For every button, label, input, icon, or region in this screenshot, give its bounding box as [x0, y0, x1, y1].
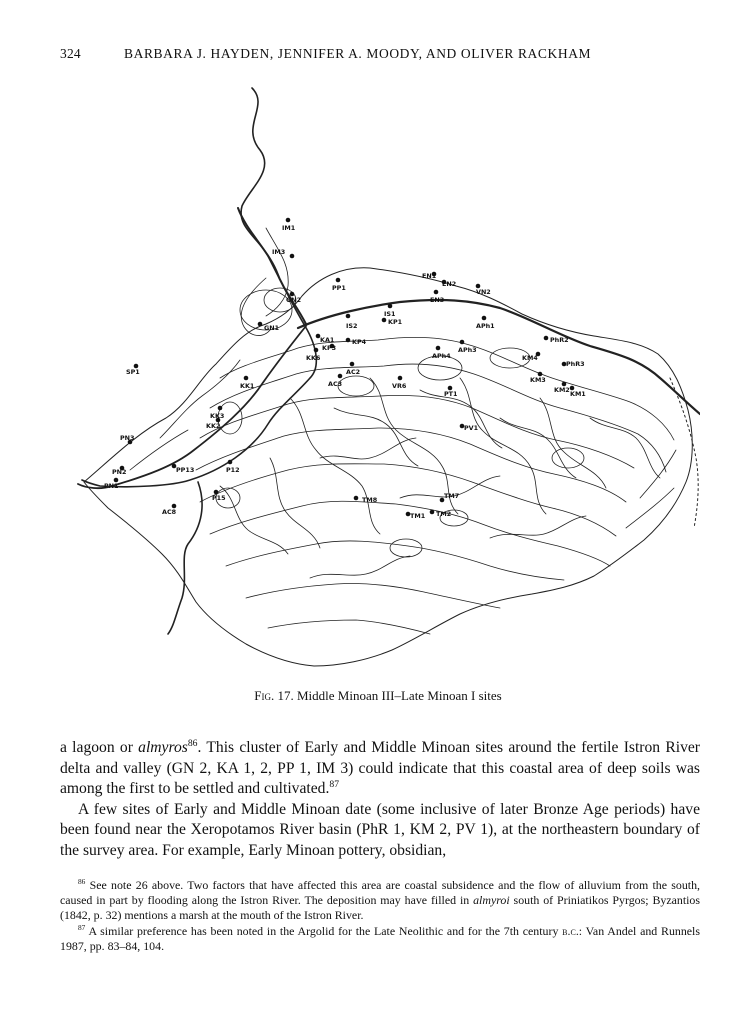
- site-marker: [460, 340, 465, 345]
- site-marker: [228, 460, 233, 465]
- footnote-87-era: b.c.: [562, 923, 579, 938]
- footnote-87-number: 87: [78, 922, 86, 932]
- site-marker: [258, 322, 263, 327]
- site-label: AC2: [346, 368, 361, 376]
- site-marker: [382, 318, 387, 323]
- site-label: KM2: [554, 386, 570, 394]
- note-ref-87: 87: [329, 779, 340, 790]
- running-head: [60, 46, 700, 66]
- site-label: APh1: [476, 322, 495, 330]
- site-marker: [436, 346, 441, 351]
- site-label: GN2: [286, 296, 302, 304]
- site-marker: [286, 218, 291, 223]
- site-label: EN1: [422, 272, 437, 280]
- site-label: KK6: [306, 354, 321, 362]
- site-label: EN3: [430, 296, 445, 304]
- site-label: APh4: [432, 352, 451, 360]
- site-label: KM4: [522, 354, 538, 362]
- caption-prefix: Fig. 17.: [254, 688, 294, 703]
- site-label: EN2: [442, 280, 457, 288]
- site-label: PhR2: [550, 336, 569, 344]
- site-label: PN2: [112, 468, 127, 476]
- site-label: PhR3: [566, 360, 585, 368]
- site-label: VN2: [476, 288, 491, 296]
- paragraph-1: [60, 738, 700, 800]
- site-marker: [346, 314, 351, 319]
- p1-text-b: . This cluster of Early and Middle Minoan sites around the fertile Istron River delta and valley (GN 2, KA 1, 2, PP 1, IM 3) could indicate that this coastal area of deep soils was among the first to be settled and cultivated.: [60, 739, 700, 798]
- site-label: IM3: [272, 248, 286, 256]
- figure-17-map: [70, 78, 700, 676]
- footnote-86-text-b: south of Priniatikos Pyrgos; Byzantios (1842, p. 32) mentions a marsh at the mouth of the Istron River.: [60, 893, 700, 923]
- site-label: KK2: [206, 422, 221, 430]
- site-label: PP13: [176, 466, 195, 474]
- site-label: APh3: [458, 346, 477, 354]
- site-label: PV1: [464, 424, 479, 432]
- site-label: KP4: [352, 338, 367, 346]
- site-marker: [388, 304, 393, 309]
- site-marker: [244, 376, 249, 381]
- footnote-87-text-b: : Van Andel and Runnels 1987, pp. 83–84, 104.: [60, 923, 700, 953]
- site-label: AC3: [328, 380, 343, 388]
- contour-lines: [130, 228, 676, 634]
- footnote-87: [60, 924, 700, 954]
- coastline: [82, 88, 316, 487]
- footnote-86-text-a: See note 26 above. Two factors that have affected this area are coastal subsidence and the flow of alluvium from the south, caused in part by flooding along the Istron River. The deposition may have filled in: [60, 878, 700, 908]
- site-label: GN1: [264, 324, 280, 332]
- page-number: 324: [60, 46, 81, 61]
- istron-river: [238, 208, 306, 324]
- site-marker: [398, 376, 403, 381]
- site-marker: [544, 336, 549, 341]
- site-label: PN1: [104, 482, 119, 490]
- site-label: TM8: [362, 496, 378, 504]
- note-ref-86: 86: [187, 737, 198, 749]
- caption-text: Middle Minoan III–Late Minoan I sites: [293, 688, 502, 703]
- p1-italic: almyros: [138, 739, 188, 756]
- footnote-86-number: 86: [78, 877, 86, 887]
- site-label: IM1: [282, 224, 296, 232]
- site-labels: [104, 224, 586, 520]
- site-marker: [290, 254, 295, 259]
- site-label: P12: [226, 466, 240, 474]
- figure-caption: [0, 688, 756, 704]
- site-label: PN3: [120, 434, 135, 442]
- map-drawing: [70, 78, 700, 676]
- footnotes: [60, 878, 700, 954]
- site-marker: [354, 496, 359, 501]
- site-marker: [482, 316, 487, 321]
- site-marker: [430, 510, 435, 515]
- site-marker: [218, 406, 223, 411]
- site-label: AC8: [162, 508, 177, 516]
- site-label: KM3: [530, 376, 546, 384]
- site-label: IS2: [346, 322, 358, 330]
- site-marker: [434, 290, 439, 295]
- site-marker: [314, 348, 319, 353]
- site-label: TM2: [436, 510, 452, 518]
- footnote-86: [60, 878, 700, 924]
- body-text: [60, 738, 700, 862]
- site-marker: [350, 362, 355, 367]
- site-label: KP3: [322, 344, 337, 352]
- site-marker: [338, 374, 343, 379]
- site-label: KA1: [320, 336, 335, 344]
- site-label: TM7: [444, 492, 460, 500]
- p1-text-a: a lagoon or: [60, 739, 139, 756]
- site-label: PT1: [444, 390, 458, 398]
- site-label: IS1: [384, 310, 396, 318]
- site-label: KK1: [240, 382, 255, 390]
- site-label: KM1: [570, 390, 586, 398]
- running-head-authors: BARBARA J. HAYDEN, JENNIFER A. MOODY, AND OLIVER RACKHAM: [124, 46, 592, 61]
- site-label: SP1: [126, 368, 140, 376]
- west-river: [78, 326, 306, 488]
- footnote-86-italic: almyroi: [473, 893, 510, 908]
- site-label: KK3: [210, 412, 225, 420]
- site-label: KP1: [388, 318, 403, 326]
- site-marker: [336, 278, 341, 283]
- footnote-87-text-a: A similar preference has been noted in the Argolid for the Late Neolithic and for the 7th century: [85, 923, 563, 938]
- site-label: TM1: [410, 512, 426, 520]
- site-label: PP1: [332, 284, 346, 292]
- paragraph-2: A few sites of Early and Middle Minoan date (some inclusive of later Bronze Age periods) have been found near the Xeropotamos River basin (PhR 1, KM 2, PV 1), at the northeastern boundary of the survey area. For example, Early Minoan pottery, obsidian,: [60, 800, 700, 859]
- site-label: P15: [212, 494, 226, 502]
- site-label: VR6: [392, 382, 407, 390]
- site-marker: [346, 338, 351, 343]
